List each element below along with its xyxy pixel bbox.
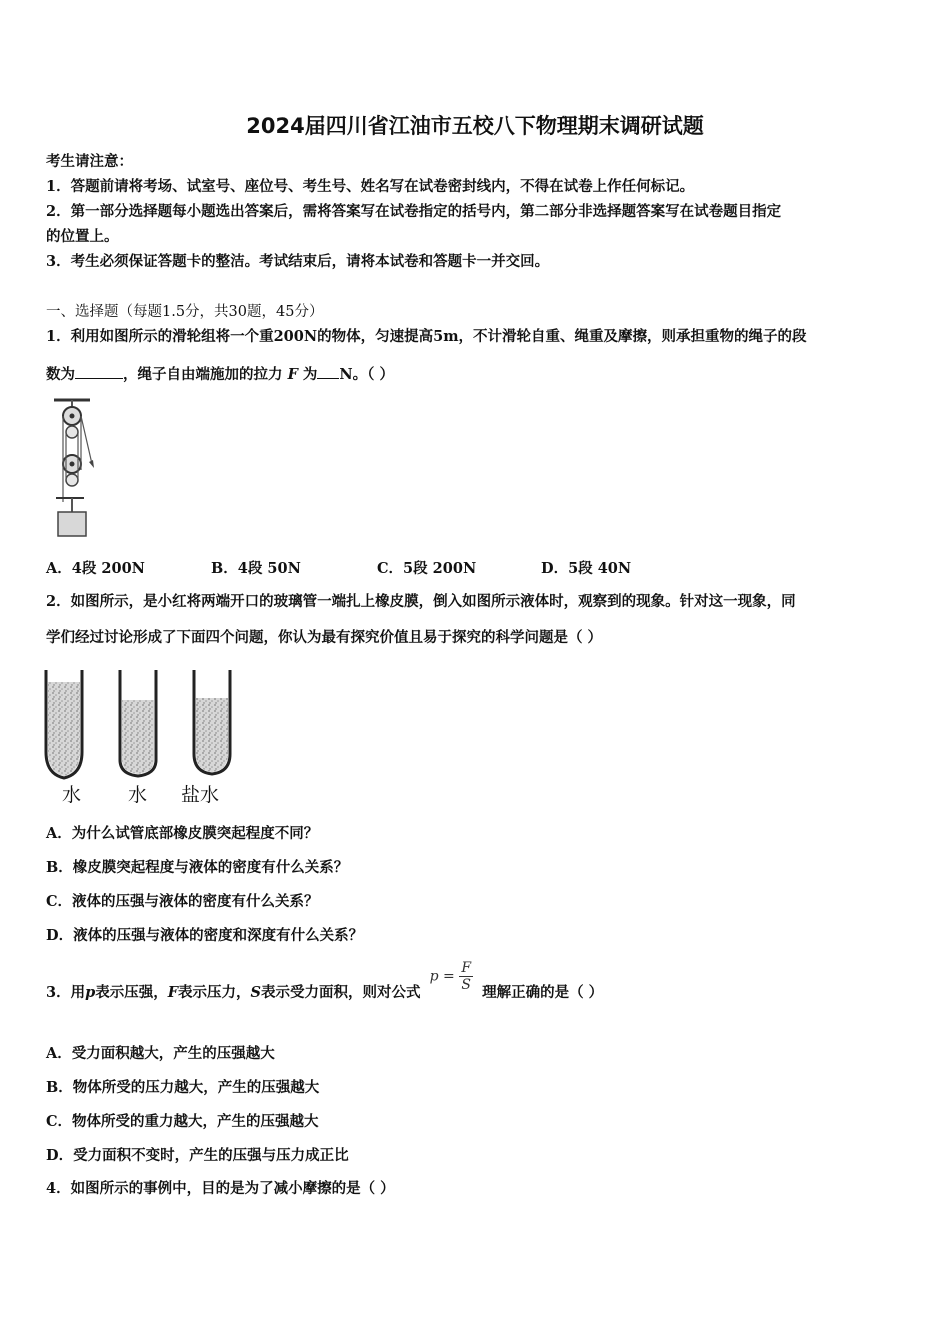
q3-option-c: C．物体所受的重力越大，产生的压强越大 bbox=[46, 1113, 319, 1130]
tube-label: 盐水 bbox=[181, 784, 220, 806]
answer-blank bbox=[317, 364, 339, 379]
pressure-formula: p = $\frac{F}{S}$ bbox=[429, 960, 472, 993]
q4-stem: 4．如图所示的事例中，目的是为了减小摩擦的是（ ） bbox=[46, 1180, 395, 1197]
notice-item: 2．第一部分选择题每小题选出答案后，需将答案写在试卷指定的括号内，第二部分非选择题答案写在试卷题目指定 bbox=[46, 203, 782, 220]
tube-label: 水 bbox=[128, 784, 148, 806]
q1-stem: 1．利用如图所示的滑轮组将一个重200N的物体，匀速提高5m，不计滑轮自重、绳重及摩擦，则承担重物的绳子的段 bbox=[46, 328, 807, 345]
q2-stem-line2: 学们经过讨论形成了下面四个问题，你认为最有探究价值且易于探究的科学问题是（ ） bbox=[46, 629, 603, 646]
notice-item: 3．考生必须保证答题卡的整洁。考试结束后，请将本试卷和答题卡一并交回。 bbox=[46, 253, 550, 270]
q1-option-d: D．5段 40N bbox=[541, 560, 632, 577]
q3-option-d: D．受力面积不变时，产生的压强与压力成正比 bbox=[46, 1147, 349, 1164]
q1-option-a: A．4段 200N bbox=[46, 560, 145, 577]
notice-item: 的位置上。 bbox=[46, 228, 119, 245]
q2-stem: 2．如图所示，是小红将两端开口的玻璃管一端扎上橡皮膜，倒入如图所示液体时，观察到的现象。针对这一现象，同 bbox=[46, 593, 796, 610]
q2-option-b: B．橡皮膜突起程度与液体的密度有什么关系？ bbox=[46, 859, 349, 876]
q3-option-b: B．物体所受的压力越大，产生的压强越大 bbox=[46, 1079, 320, 1096]
q1-option-b: B．4段 50N bbox=[211, 560, 301, 577]
q2-option-a: A．为什么试管底部橡皮膜突起程度不同？ bbox=[46, 825, 319, 842]
q1-option-c: C．5段 200N bbox=[377, 560, 477, 577]
q2-option-d: D．液体的压强与液体的密度和深度有什么关系？ bbox=[46, 927, 364, 944]
q3-stem: 3．用p表示压强，F表示压力，S表示受力面积，则对公式 p = $\frac{F}{S}$ 理解正确的是（ ） bbox=[46, 960, 604, 1001]
q1-stem-line2: 数为 ，绳子自由端施加的拉力 F 为 N。（ ） bbox=[46, 366, 394, 383]
page-title: 2024届四川省江油市五校八下物理期末调研试题 bbox=[246, 114, 704, 138]
notice-heading: 考生请注意： bbox=[46, 153, 133, 170]
q2-option-c: C．液体的压强与液体的密度有什么关系？ bbox=[46, 893, 319, 910]
test-tubes-figure bbox=[40, 668, 240, 780]
pulley-system-figure bbox=[48, 398, 96, 542]
tube-label: 水 bbox=[62, 784, 82, 806]
answer-blank bbox=[75, 364, 123, 379]
notice-item: 1．答题前请将考场、试室号、座位号、考生号、姓名写在试卷密封线内，不得在试卷上作任何标记。 bbox=[46, 178, 695, 195]
section-heading: 一、选择题（每题1.5分，共30题，45分） bbox=[46, 304, 324, 320]
q3-option-a: A．受力面积越大，产生的压强越大 bbox=[46, 1045, 275, 1062]
